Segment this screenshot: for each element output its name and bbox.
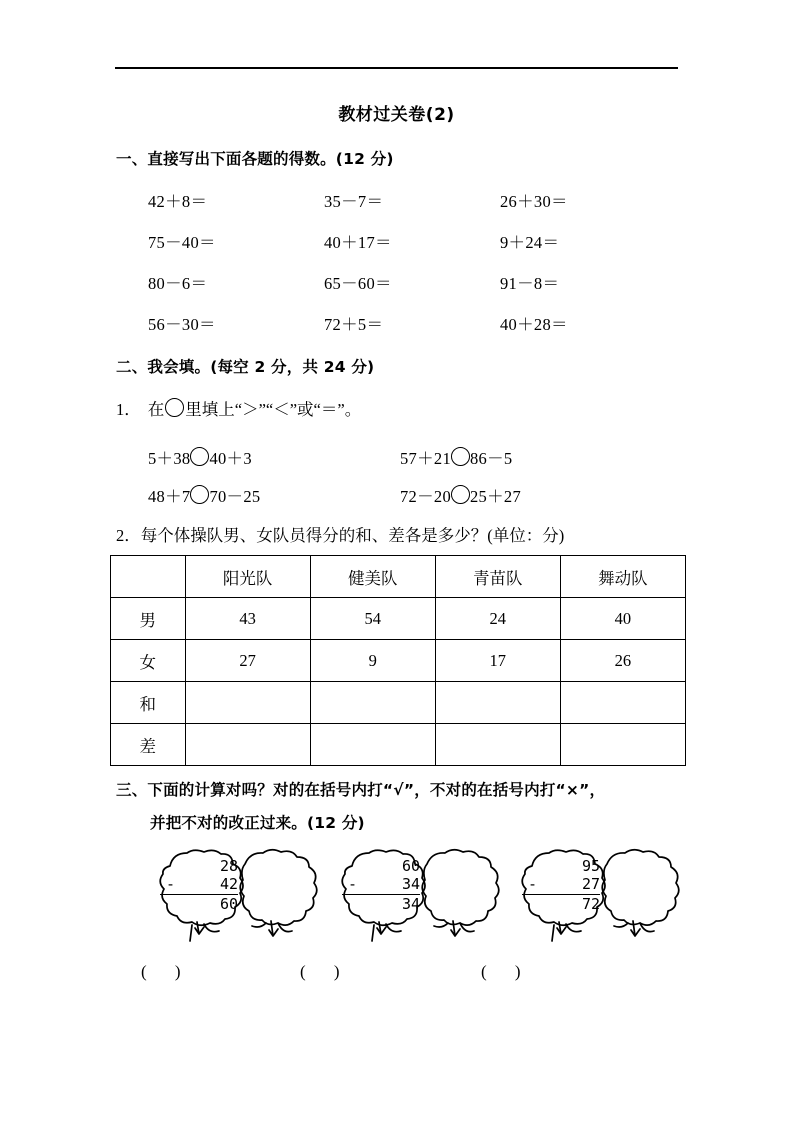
vertical-calculation (522, 858, 600, 914)
table-row (111, 682, 686, 724)
operator: - (348, 874, 358, 893)
q1-text-before: 在 (147, 400, 165, 419)
comparison-right: 25＋27 (470, 487, 521, 506)
comparison-circle-icon[interactable] (190, 485, 209, 504)
table-row-label: 和 (111, 682, 186, 724)
table-cell-blank[interactable] (560, 682, 685, 724)
comparison-left: 5＋38 (148, 449, 191, 468)
operand-top: 95 (581, 857, 600, 875)
operand-bottom-line (342, 876, 420, 894)
calc-item: 72＋5＝ (324, 315, 384, 334)
table-header-cell (111, 556, 186, 598)
table-cell-blank[interactable] (310, 724, 435, 766)
comparison-item (148, 445, 400, 469)
calc-item: 42＋8＝ (148, 192, 208, 211)
table-header-cell: 舞动队 (560, 556, 685, 598)
answer-paren-row (0, 962, 793, 992)
table-cell: 17 (435, 640, 560, 682)
table-header-row (111, 556, 686, 598)
table-cell: 27 (185, 640, 310, 682)
table-cell: 9 (310, 640, 435, 682)
calculation-result: 34 (401, 895, 420, 914)
operand-top: 28 (219, 857, 238, 875)
table-cell-blank[interactable] (310, 682, 435, 724)
comparison-right: 86－5 (470, 449, 513, 468)
table-cell: 43 (185, 598, 310, 640)
header-rule (115, 67, 678, 69)
table-cell-blank[interactable] (435, 682, 560, 724)
calc-row (148, 270, 678, 311)
comparison-item (400, 445, 652, 469)
calc-row (148, 229, 678, 270)
comparison-circle-icon[interactable] (451, 447, 470, 466)
operand-bottom-line (522, 876, 600, 894)
table-cell: 24 (435, 598, 560, 640)
comparison-row (148, 438, 688, 476)
calc-item: 35－7＝ (324, 192, 384, 211)
comparison-grid (148, 438, 688, 514)
section3-heading-line2: 并把不对的改正过来。(12 分) (150, 814, 365, 832)
table-header-cell: 阳光队 (185, 556, 310, 598)
operand-top: 60 (401, 857, 420, 875)
section3-tree-area (0, 846, 793, 966)
section1-heading: 一、直接写出下面各题的得数。(12 分) (116, 150, 394, 168)
comparison-circle-icon[interactable] (165, 398, 184, 417)
section2-q1-prompt (116, 396, 361, 420)
table-row (111, 640, 686, 682)
operator: - (528, 874, 538, 893)
table-row (111, 598, 686, 640)
table-row-label: 差 (111, 724, 186, 766)
answer-paren[interactable]: ( ) (141, 962, 193, 981)
table-row-label: 女 (111, 640, 186, 682)
answer-paren[interactable]: ( ) (481, 962, 533, 981)
vertical-calculation (160, 858, 238, 914)
calc-item: 56－30＝ (148, 315, 216, 334)
operand-bottom: 27 (581, 874, 600, 893)
calc-item: 40＋28＝ (500, 315, 568, 334)
table-row-label: 男 (111, 598, 186, 640)
calculation-result: 60 (219, 895, 238, 914)
table-cell-blank[interactable] (560, 724, 685, 766)
comparison-item (148, 483, 400, 507)
table-cell-blank[interactable] (435, 724, 560, 766)
table-cell: 26 (560, 640, 685, 682)
section2-heading: 二、我会填。(每空 2 分，共 24 分) (116, 358, 375, 376)
score-table (110, 555, 686, 766)
comparison-right: 40＋3 (209, 449, 252, 468)
table-cell-blank[interactable] (185, 682, 310, 724)
q1-number: 1． (116, 400, 141, 419)
table-row (111, 724, 686, 766)
section2-q2-prompt (116, 522, 564, 546)
comparison-row (148, 476, 688, 514)
section1-problem-grid (148, 188, 678, 352)
calc-item: 65－60＝ (324, 274, 392, 293)
comparison-left: 48＋7 (148, 487, 191, 506)
table-cell-blank[interactable] (185, 724, 310, 766)
vertical-calculation (342, 858, 420, 914)
calc-item: 75－40＝ (148, 233, 216, 252)
operator: - (166, 874, 176, 893)
operand-bottom: 34 (401, 874, 420, 893)
operand-bottom-line (160, 876, 238, 894)
calc-item: 80－6＝ (148, 274, 208, 293)
tree-problem-group (502, 846, 687, 961)
q2-number: 2． (116, 526, 141, 545)
tree-problem-group (322, 846, 507, 961)
section3-heading-line1: 三、下面的计算对吗？对的在括号内打“√”，不对的在括号内打“×”， (116, 781, 606, 799)
operand-bottom: 42 (219, 874, 238, 893)
calc-item: 91－8＝ (500, 274, 560, 293)
page-title: 教材过关卷(2) (338, 105, 455, 125)
q1-text-after: 里填上“＞”“＜”或“＝”。 (185, 400, 362, 419)
calc-row (148, 311, 678, 352)
table-cell: 40 (560, 598, 685, 640)
comparison-item (400, 483, 652, 507)
comparison-left: 72－20 (400, 487, 451, 506)
q2-text: 每个体操队男、女队员得分的和、差各是多少？(单位：分) (140, 526, 565, 545)
tree-problem-group (140, 846, 325, 961)
comparison-circle-icon[interactable] (451, 485, 470, 504)
calc-row (148, 188, 678, 229)
calculation-result: 72 (581, 895, 600, 914)
calc-item: 9＋24＝ (500, 233, 560, 252)
table-header-cell: 青苗队 (435, 556, 560, 598)
comparison-circle-icon[interactable] (190, 447, 209, 466)
comparison-left: 57＋21 (400, 449, 451, 468)
table-header-cell: 健美队 (310, 556, 435, 598)
table-cell: 54 (310, 598, 435, 640)
answer-paren[interactable]: ( ) (300, 962, 352, 981)
comparison-right: 70－25 (209, 487, 261, 506)
calc-item: 26＋30＝ (500, 192, 568, 211)
calc-item: 40＋17＝ (324, 233, 392, 252)
